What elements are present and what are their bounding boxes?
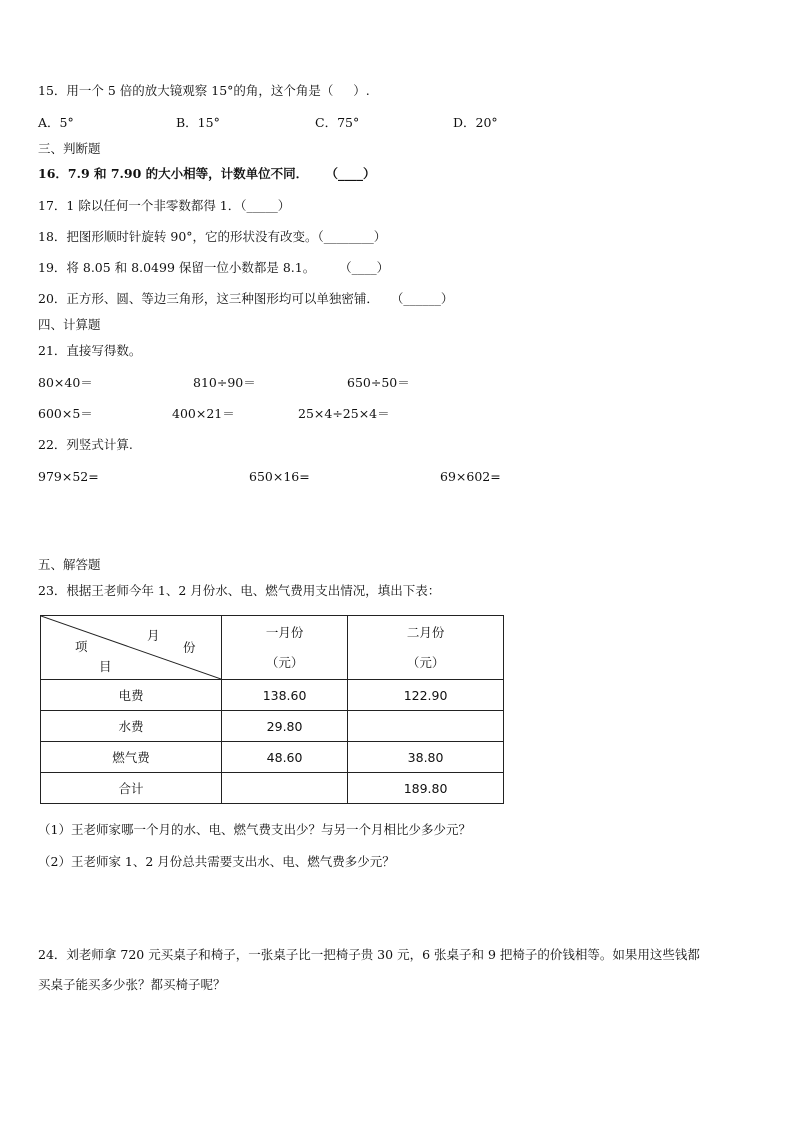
row-name: 电费 [41,680,222,711]
q20-text: 20．正方形、圆、等边三角形，这三种图形均可以单独密铺． （______） [38,291,454,306]
q23-sub2: （2）王老师家 1、2 月份总共需要支出水、电、燃气费多少元？ [38,854,395,869]
feb-value: 122.90 [348,680,504,711]
q22-expr-1: 979×52= [38,469,99,484]
q23-sub1: （1）王老师家哪一个月的水、电、燃气费支出少？与另一个月相比少多少元？ [38,822,471,837]
corner-month-2: 份 [183,640,196,655]
q15-option-d: D．20° [453,115,498,130]
q21-expr-3: 650÷50＝ [347,375,410,390]
q21-expr-5: 400×21＝ [172,406,235,421]
q18-text: 18．把图形顺时针旋转 90°，它的形状没有改变。（________） [38,229,387,244]
table-row [41,711,504,742]
q21-text: 21．直接写得数。 [38,343,142,358]
feb-value [348,711,504,742]
row-name: 水费 [41,711,222,742]
corner-item-1: 项 [75,639,88,654]
q19-text: 19．将 8.05 和 8.0499 保留一位小数都是 8.1。 （____） [38,260,390,275]
feb-value: 189.80 [348,773,504,804]
q21-expr-4: 600×5＝ [38,406,93,421]
q15-option-c: C．75° [315,115,360,130]
q21-expr-1: 80×40＝ [38,375,93,390]
table-row [41,742,504,773]
q15-option-b: B．15° [176,115,220,130]
q24-line1: 24．刘老师拿 720 元买桌子和椅子，一张桌子比一把椅子贵 30 元，6 张桌子和 9 把椅子的价钱相等。如果用这些钱都 [38,947,700,962]
section-heading-judgement: 三、判断题 [38,141,101,156]
q24-line2: 买桌子能买多少张？都买椅子呢？ [38,977,226,992]
expense-table [40,615,504,804]
jan-value [222,773,348,804]
q21-expr-2: 810÷90＝ [193,375,256,390]
corner-item-2: 目 [99,659,112,674]
jan-value: 29.80 [222,711,348,742]
row-name: 合计 [41,773,222,804]
table-row [41,680,504,711]
table-header-jan: 一月份 （元） [222,616,348,680]
section-heading-calculation: 四、计算题 [38,317,101,332]
jan-value: 48.60 [222,742,348,773]
table-header-row [41,616,504,680]
jan-value: 138.60 [222,680,348,711]
q22-expr-2: 650×16= [249,469,310,484]
q21-expr-6: 25×4÷25×4＝ [298,406,390,421]
q15-option-a: A．5° [38,115,74,130]
feb-value: 38.80 [348,742,504,773]
q22-text: 22．列竖式计算. [38,437,133,452]
table-corner-cell [41,616,222,680]
row-name: 燃气费 [41,742,222,773]
corner-month-1: 月 [147,628,160,643]
q22-expr-3: 69×602= [440,469,501,484]
q15-text: 15．用一个 5 倍的放大镜观察 15°的角，这个角是（ ）. [38,83,370,98]
table-row [41,773,504,804]
table-header-feb: 二月份 （元） [348,616,504,680]
q23-text: 23．根据王老师今年 1、2 月份水、电、燃气费用支出情况，填出下表： [38,583,441,598]
q17-text: 17．1 除以任何一个非零数都得 1．（_____） [38,198,291,213]
q16-text: 16．7.9 和 7.90 的大小相等，计数单位不同． （____） [38,166,376,181]
section-heading-solution: 五、解答题 [38,557,101,572]
